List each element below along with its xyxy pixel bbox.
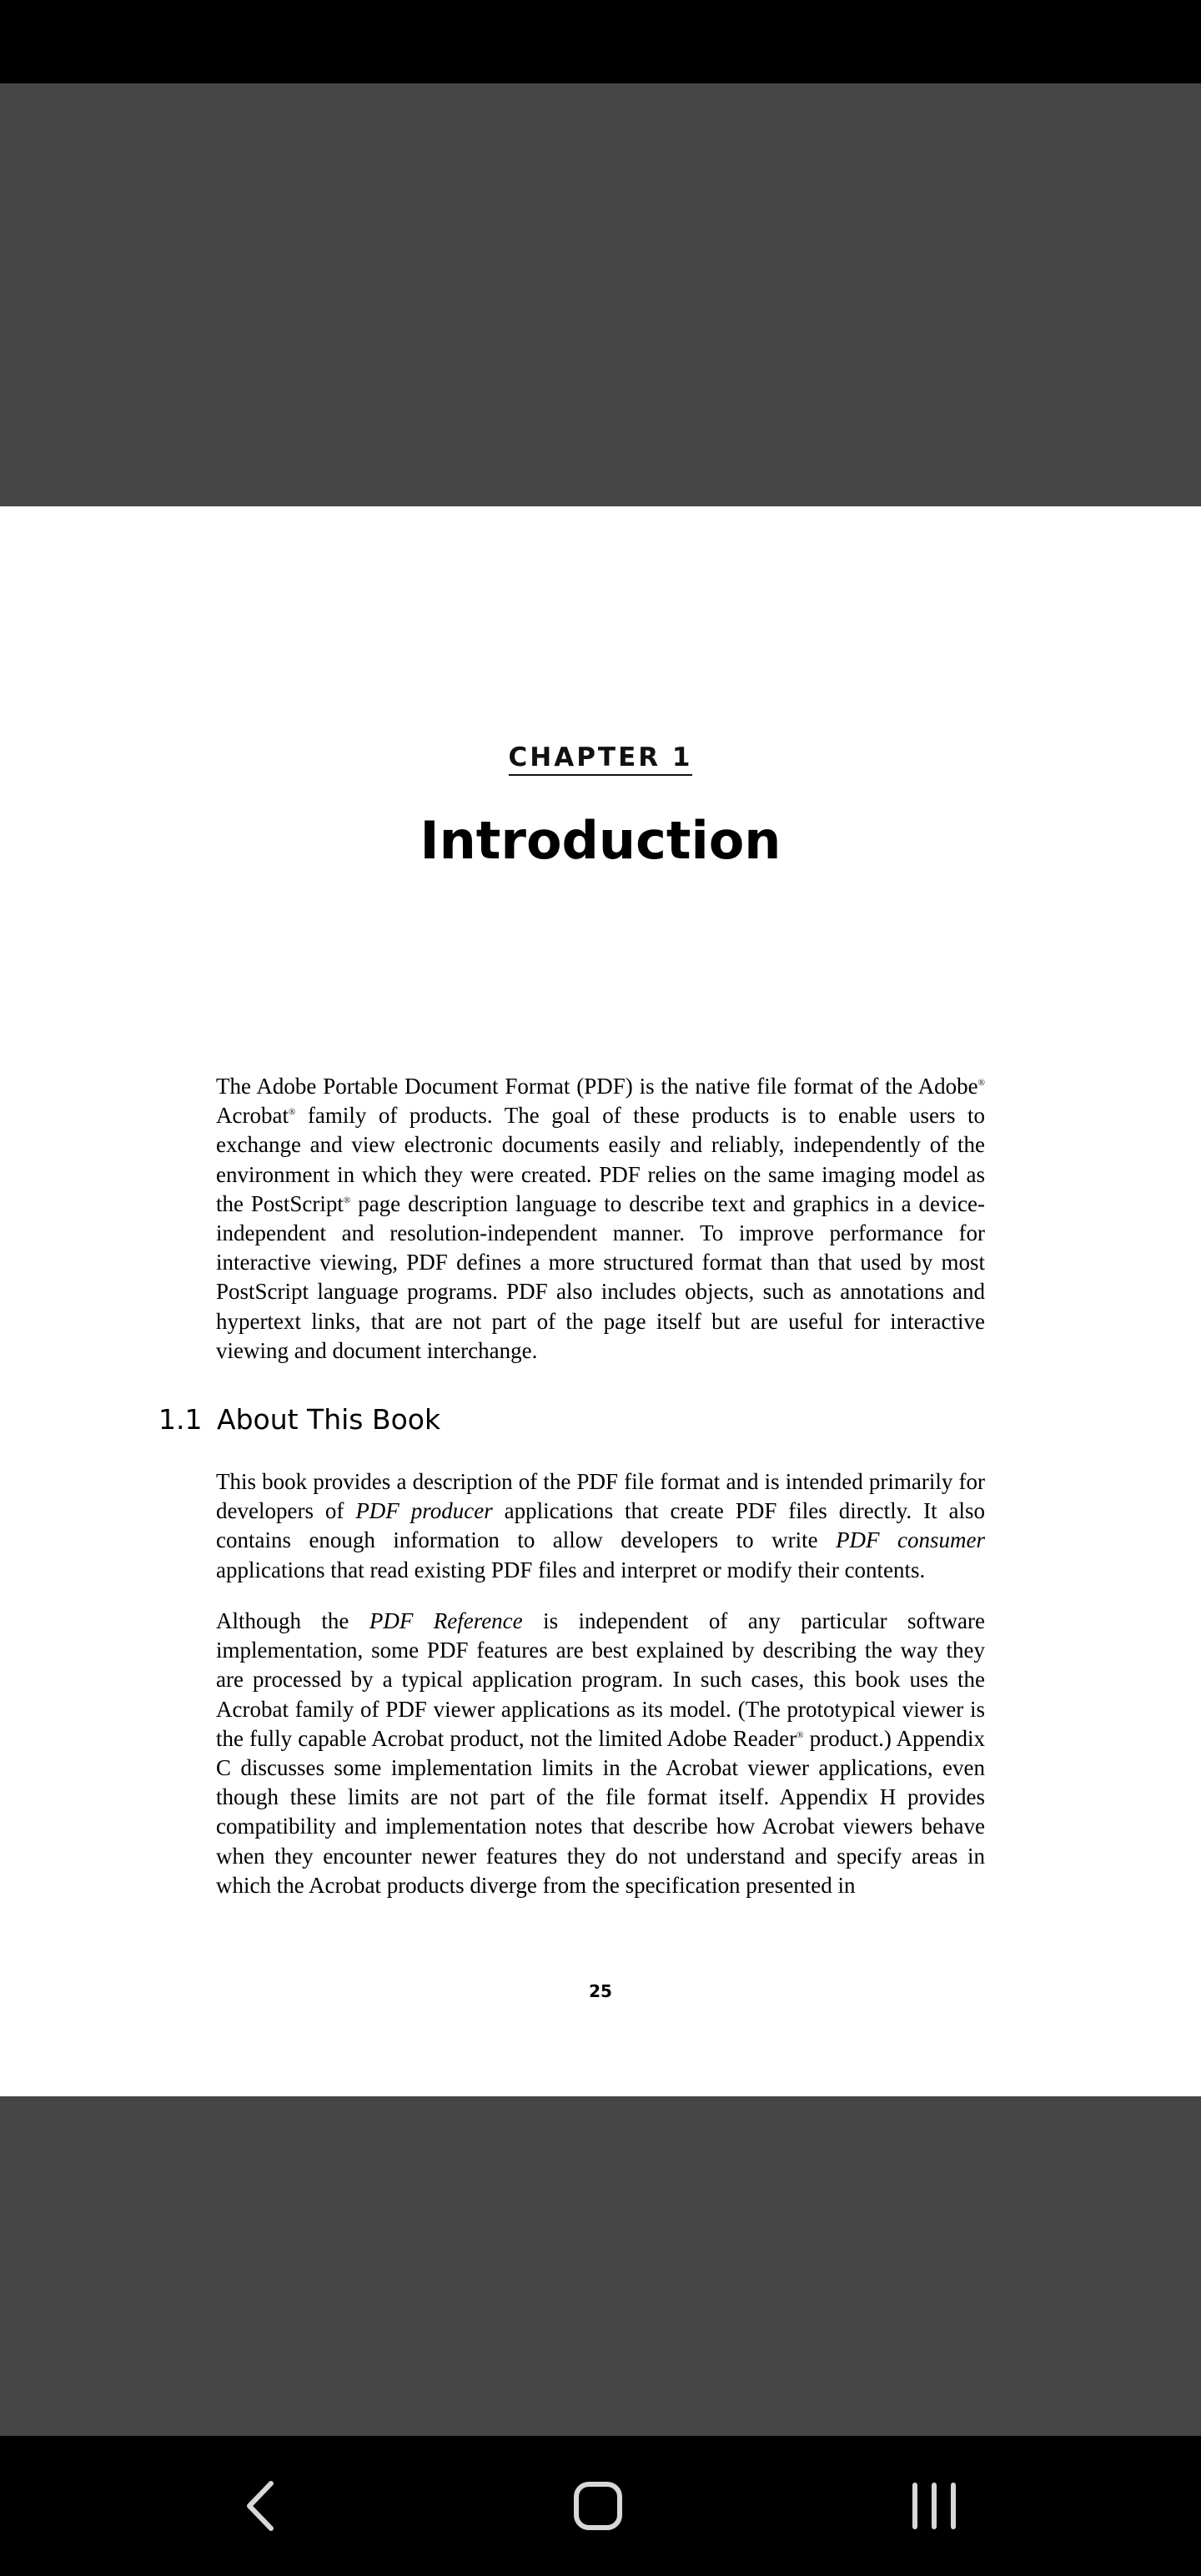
section-heading	[158, 1403, 440, 1436]
back-button[interactable]	[196, 2436, 329, 2576]
recents-bars-icon	[905, 2477, 963, 2535]
section-number: 1.1	[158, 1403, 203, 1436]
chapter-title: Introduction	[420, 810, 781, 871]
about-paragraph: This book provides a description of the PDF file format and is intended primarily for developers of PDF producer applications that create PDF files directly. It also contains enough information to allow developers to write PDF consumer applications that read existing PDF files and interpret or modify their contents.	[216, 1469, 986, 1582]
navigation-bar	[0, 2436, 1201, 2576]
pdf-page[interactable]	[0, 506, 1201, 2096]
home-button[interactable]	[531, 2436, 665, 2576]
section-title: About This Book	[217, 1403, 441, 1436]
intro-paragraph: The Adobe Portable Document Format (PDF) is the native file format of the Adobe® Acrobat® family of products. The goal of these products is to enable users to exchange and view electronic documents easily and reliably, independently of the environment in which they were created. PDF relies on the same imaging model as the PostScript® page description language to describe text and graphics in a device-independent and resolution-independent manner. To improve performance for interactive viewing, PDF defines a more structured format than that used by most PostScript language programs. PDF also includes objects, such as annotations and hypertext links, that are not part of the page itself but are useful for interactive viewing and document interchange.	[216, 1074, 985, 1363]
reference-paragraph: Although the PDF Reference is independent of any particular software implementation, some PDF features are best explained by describing the way they are processed by a typical application program. In such cases, this book uses the Acrobat family of PDF viewer applications as its model. (The prototypical viewer is the fully capable Acrobat product, not the limited Adobe Reader® product.) Appendix C discusses some implementation limits in the Acrobat viewer applications, even though these limits are not part of the file format itself. Appendix H provides compatibility and implementation notes that describe how Acrobat viewers behave when they encounter newer features they do not understand and specify areas in which the Acrobat products diverge from the specification presented in	[216, 1608, 985, 1898]
recents-button[interactable]	[867, 2436, 1001, 2576]
back-chevron-icon	[238, 2477, 288, 2535]
status-bar	[0, 0, 1201, 83]
home-rounded-square-icon	[569, 2477, 627, 2535]
chapter-label-text: CHAPTER 1	[509, 742, 693, 776]
chapter-label	[0, 742, 1201, 776]
pdf-viewer[interactable]	[0, 83, 1201, 2436]
page-number: 25	[589, 1981, 612, 2001]
